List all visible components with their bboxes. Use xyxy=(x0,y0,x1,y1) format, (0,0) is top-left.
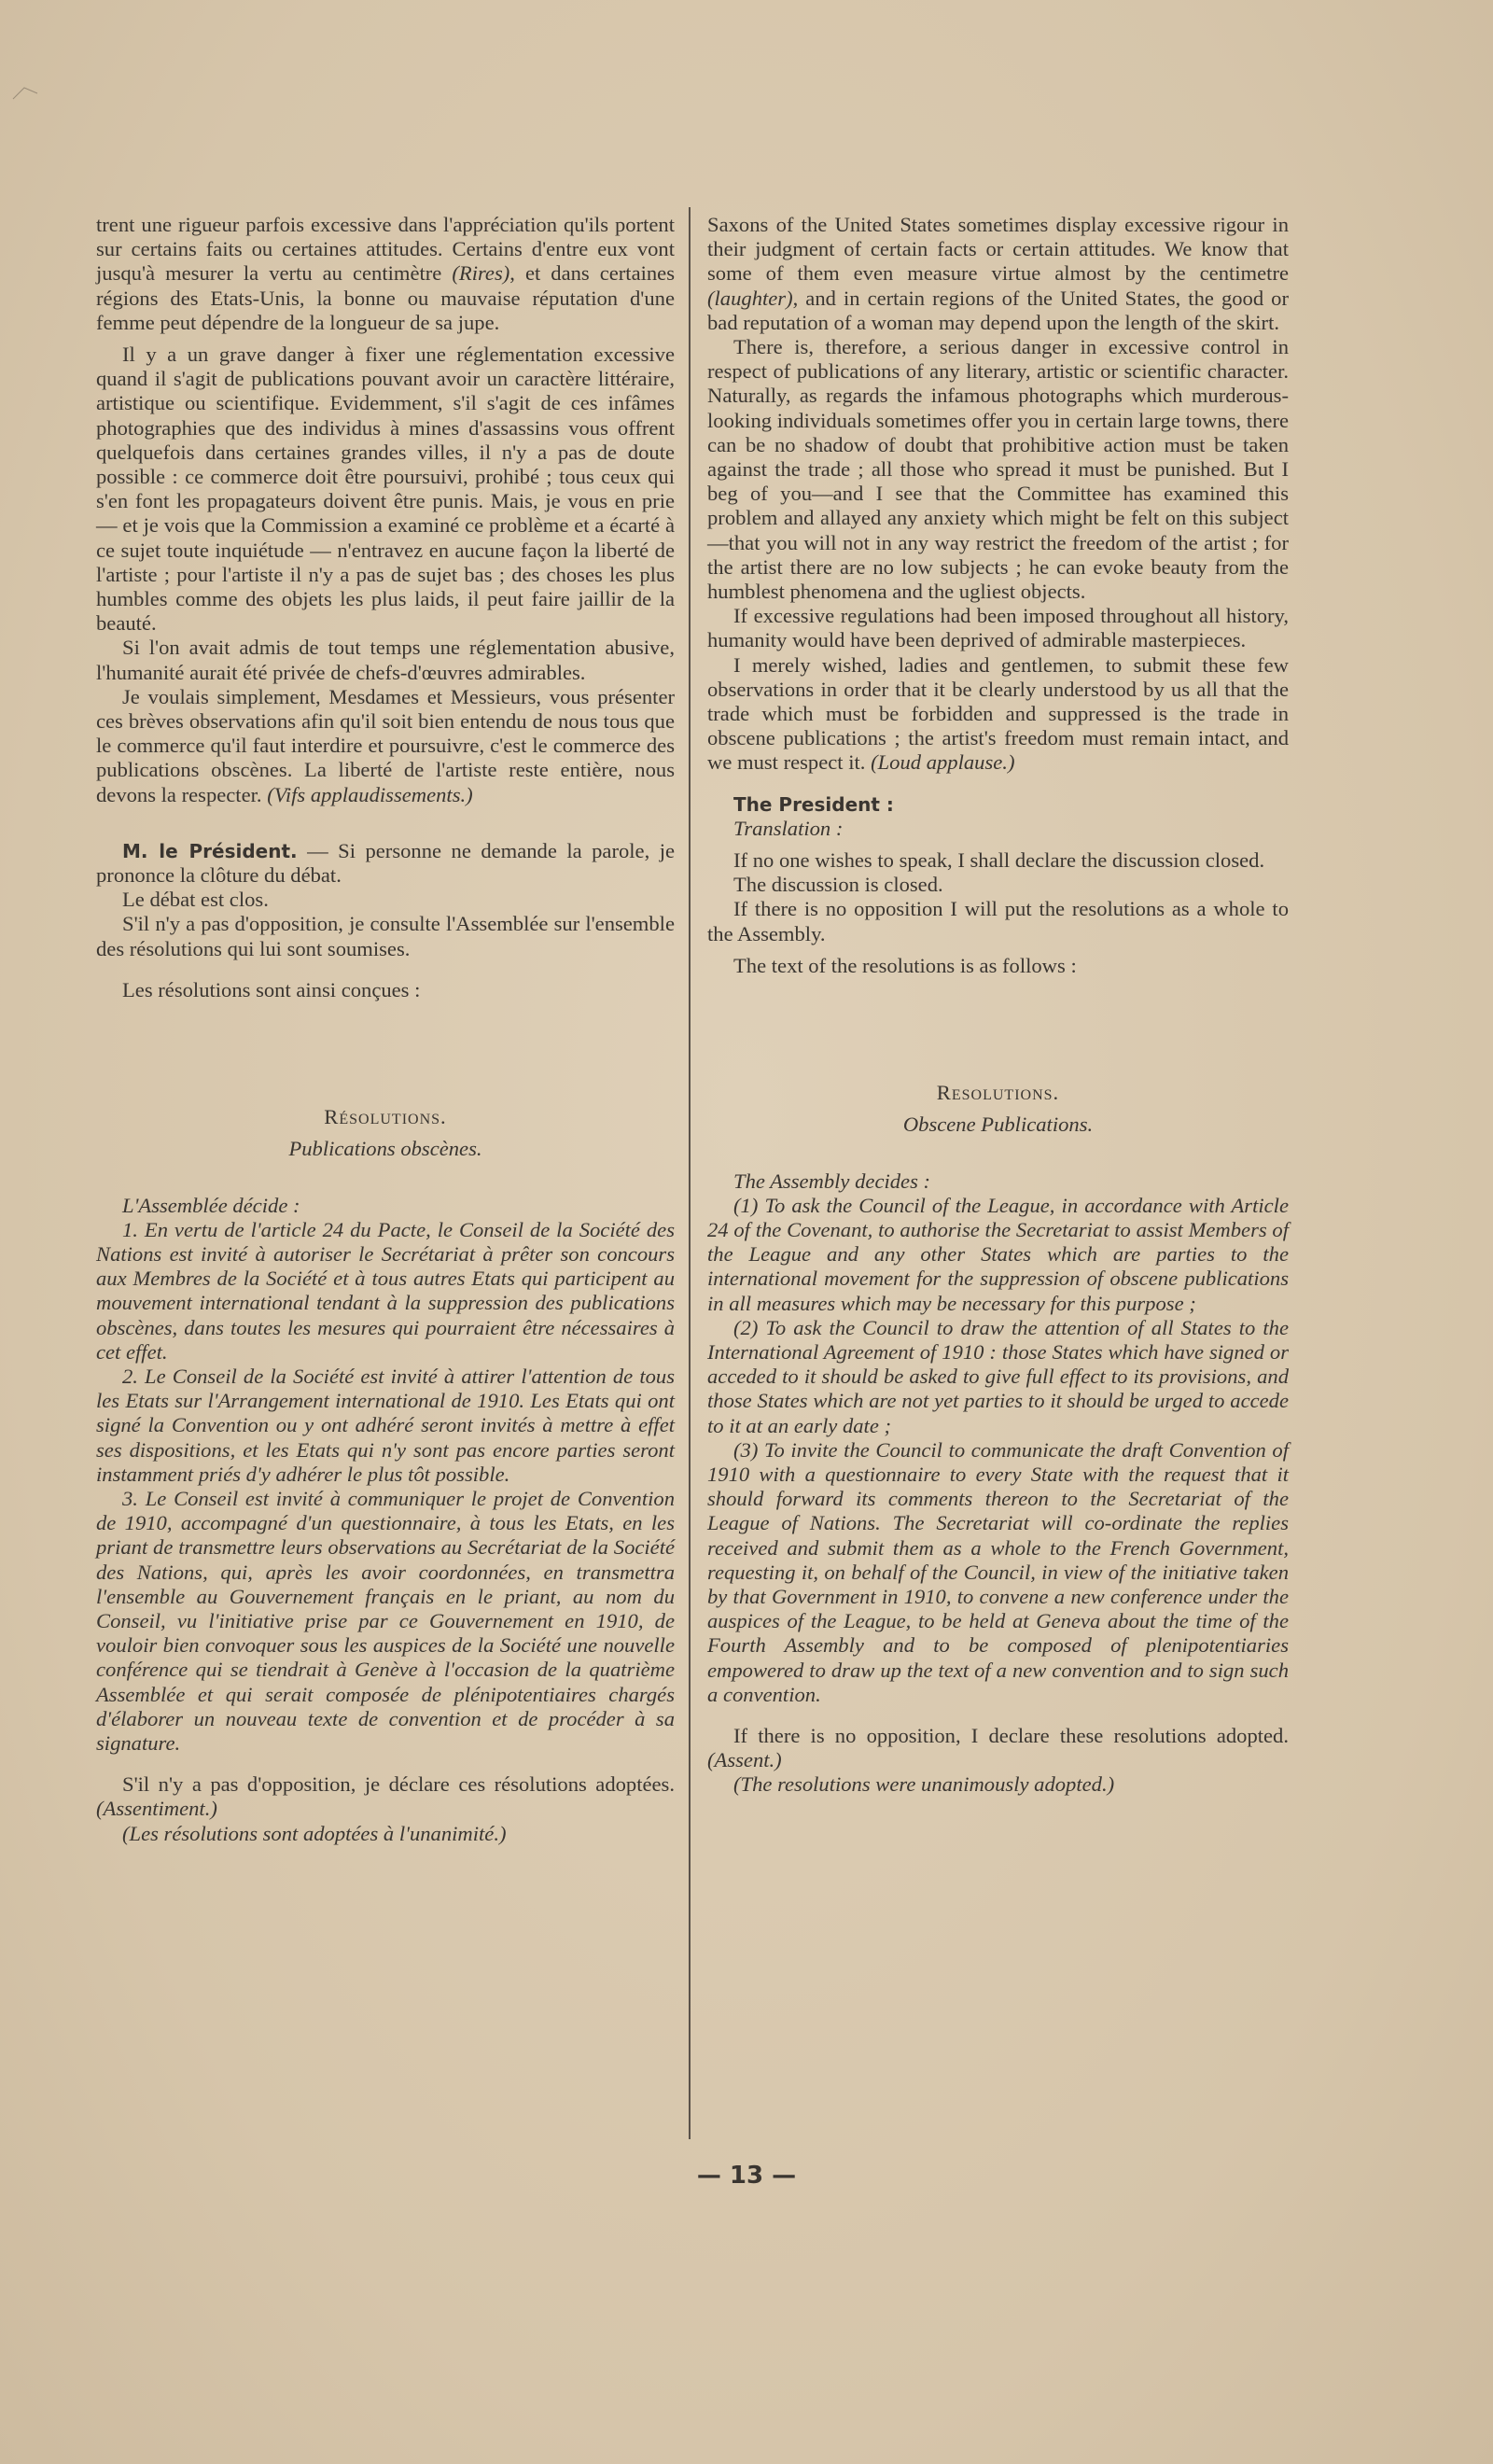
right-resolutions-heading: Resolutions. xyxy=(936,1081,1060,1105)
column-divider xyxy=(689,207,691,2139)
left-president-statement: M. le Président. — Si personne ne demande la parole, je prononce la clôture du débat. xyxy=(96,838,675,888)
right-resolutions-subheading: Obscene Publications. xyxy=(902,1113,1094,1137)
right-paragraph: If no one wishes to speak, I shall declare the discussion closed. xyxy=(733,848,1265,873)
right-paragraph: If there is no opposition, I declare these resolutions adopted. (Assent.) xyxy=(707,1723,1289,1772)
right-paragraph: There is, therefore, a serious danger in excessive control in respect of publications of any literary, artistic or scientific character. Naturally, as regards the infamous photographs which murderous-looking individuals sometimes offer you in certain large towns, there can be no shadow of doubt that prohibitive action must be taken against the trade ; all those who spread it must be punished. But I beg of you—and I see that the Committee has examined this problem and allayed any anxiety which might be felt on this subject—that you will not in any way restrict the freedom of the artist ; for the artist there are no low subjects ; he can evoke beauty from the humblest phenomena and the ugliest objects. xyxy=(707,335,1289,604)
left-resolution-item: 2. Le Conseil de la Société est invité à attirer l'attention de tous les Etats sur l'Arrangement international de 1910. Les Etats qui ont signé la Convention ou y ont adhéré seront invités à mettre à effet ses dispositions, et les Etats qui n'y sont pas encore parties seront instamment priés d'y adhérer le plus tôt possible. xyxy=(96,1364,675,1486)
left-resolution-item: 3. Le Conseil est invité à communiquer le projet de Convention de 1910, accompagné d'un questionnaire, à tous les Etats, en les priant de transmettre leurs observations au Secrétariat de la Société des Nations, qui, après les avoir coordonnées, en transmettra l'ensemble au Gouvernement français en le priant, au nom du Conseil, vu l'initiative prise par ce Gouvernement en 1910, de vouloir bien convoquer sous les auspices de la Société une nouvelle conférence qui se tiendrait à Genève à l'occasion de la quatrième Assemblée et qui serait composée de plénipotentiaires chargés d'élaborer un nouveau texte de convention et de procéder à sa signature. xyxy=(96,1486,675,1755)
left-resolutions-subheading: Publications obscènes. xyxy=(288,1137,482,1161)
right-paragraph: I merely wished, ladies and gentlemen, to submit these few observations in order that it be clearly understood by us all that the trade which must be forbidden and suppressed is the trade in obscene publications ; the artist's freedom must remain intact, and we must respect it. (Loud applause.) xyxy=(707,652,1289,775)
left-paragraph: Je voulais simplement, Mesdames et Messieurs, vous présenter ces brèves observations afin qu'il soit bien entendu de nous tous que le commerce qu'il faut interdire et poursuivre, c'est le commerce des publications obscènes. La liberté de l'artiste reste entière, nous devons la respecter. (Vifs applaudissements.) xyxy=(96,684,675,806)
right-resolution-item: (1) To ask the Council of the League, in accordance with Article 24 of the Covenant, to authorise the Secretariat to assist Members of the League and any other States which are parties to the international movement for the suppression of obscene publications in all measures which may be necessary for this purpose ; xyxy=(707,1193,1289,1315)
left-paragraph: Les résolutions sont ainsi conçues : xyxy=(122,977,421,1001)
speaker-name: The President : xyxy=(733,792,894,816)
left-paragraph: Il y a un grave danger à fixer une réglementation excessive quand il s'agit de publications pouvant avoir un caractère littéraire, artistique ou scientifique. Evidemment, s'il s'agit de ces infâmes photographies que des individus à mines d'assassins vous offrent quelquefois dans certaines grandes villes, il n'y a pas de doute possible : ce commerce doit être poursuivi, prohibé ; tous ceux qui s'en font les propagateurs doivent être punis. Mais, je vous en prie — et je vois que la Commission a examiné ce problème et a écarté à ce sujet toute inquiétude — n'entravez en aucune façon la liberté de l'artiste ; pour l'artiste il n'y a pas de sujet bas ; des choses les plus humbles comme des objets les plus laids, il peut faire jaillir de la beauté. xyxy=(96,343,675,636)
translation-label: Translation : xyxy=(733,816,844,840)
right-paragraph: (The resolutions were unanimously adopted.) xyxy=(733,1772,1115,1797)
french-column xyxy=(96,213,675,1846)
left-resolution-intro: L'Assemblée décide : xyxy=(122,1193,300,1217)
right-resolution-item: (3) To invite the Council to communicate the draft Convention of 1910 with a questionnaire to every State with the request that it should forward its comments thereon to the Secretariat of the League of Nations. The Secretariat will co-ordinate the replies received and submit them as a whole to the French Government, requesting it, on behalf of the Council, in view of the initiative taken by that Government in 1910, to convene a new conference under the auspices of the League, to be held at Geneva about the time of the Fourth Assembly and to be composed of plenipotentiaries empowered to draw up the text of a new convention and to sign such a convention. xyxy=(707,1437,1289,1706)
left-paragraph: S'il n'y a pas d'opposition, je déclare ces résolutions adoptées. (Assentiment.) xyxy=(96,1772,675,1821)
right-resolution-item: (2) To ask the Council to draw the attention of all States to the International Agreement of 1910 : those States which have signed or acceded to it should be asked to give full effect to its provisions, and those States which are not yet parties to it should be urged to accede to it at an early date ; xyxy=(707,1315,1289,1437)
speaker-name: M. le Président. xyxy=(122,839,298,862)
right-paragraph: Saxons of the United States sometimes display excessive rigour in their judgment of certain facts or certain attitudes. We know that some of them even measure virtue almost by the centimetre (laughter), and in certain regions of the United States, the good or bad reputation of a woman may depend upon the length of the skirt. xyxy=(707,213,1289,334)
left-paragraph: (Les résolutions sont adoptées à l'unanimité.) xyxy=(122,1821,507,1845)
right-paragraph: The discussion is closed. xyxy=(733,873,943,897)
left-resolution-item: 1. En vertu de l'article 24 du Pacte, le Conseil de la Société des Nations est invité à autoriser le Secrétariat à prêter son concours aux Membres de la Société et à tous autres Etats qui participent au mouvement international tendant à la suppression des publications obscènes, dans toutes les mesures qui pourraient être nécessaires à cet effet. xyxy=(96,1217,675,1364)
left-resolutions-heading: Résolutions. xyxy=(324,1105,447,1129)
margin-mark xyxy=(11,84,49,103)
left-paragraph: S'il n'y a pas d'opposition, je consulte l'Assemblée sur l'ensemble des résolutions qui lui sont soumises. xyxy=(96,912,675,960)
right-resolution-intro: The Assembly decides : xyxy=(733,1169,931,1193)
right-paragraph: The text of the resolutions is as follows : xyxy=(733,953,1077,977)
right-paragraph: If excessive regulations had been imposed throughout all history, humanity would have been deprived of admirable masterpieces. xyxy=(707,604,1289,652)
english-column xyxy=(707,213,1289,1798)
right-paragraph: If there is no opposition I will put the resolutions as a whole to the Assembly. xyxy=(707,897,1289,945)
left-paragraph: Si l'on avait admis de tout temps une réglementation abusive, l'humanité aurait été privée de chefs-d'œuvres admirables. xyxy=(96,636,675,684)
left-paragraph: trent une rigueur parfois excessive dans l'appréciation qu'ils portent sur certains faits ou certaines attitudes. Certains d'entre eux vont jusqu'à mesurer la vertu au centimètre (Rires), et dans certaines régions des Etats-Unis, la bonne ou mauvaise réputation d'une femme peut dépendre de la longueur de sa jupe. xyxy=(96,213,675,334)
page-number: — 13 — xyxy=(696,2162,797,2190)
left-paragraph: Le débat est clos. xyxy=(122,888,269,912)
